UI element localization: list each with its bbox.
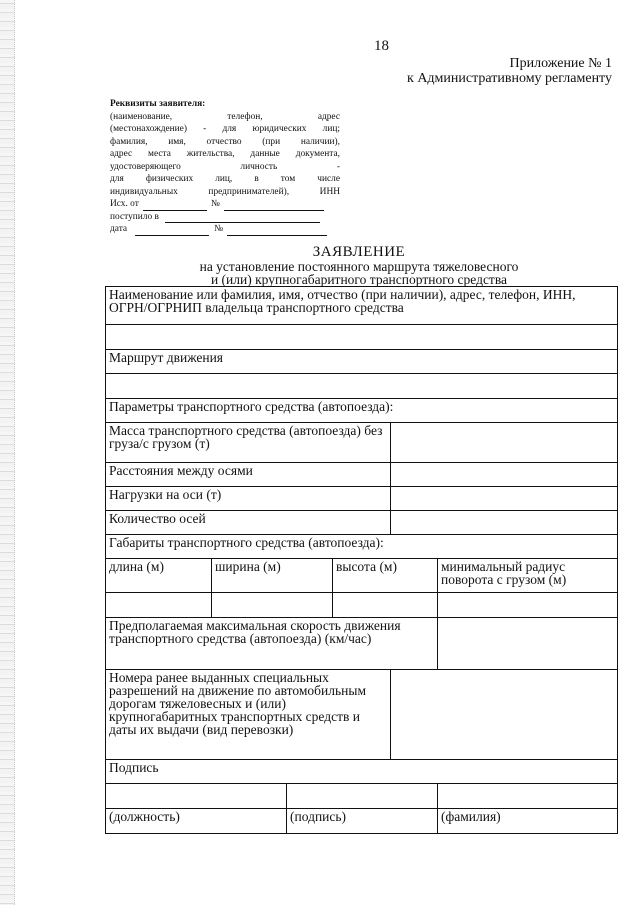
outgoing-date-field[interactable] xyxy=(143,200,207,211)
received-row xyxy=(110,211,340,224)
signature-label: Подпись xyxy=(106,760,618,784)
turn-radius-label: минимальный радиус поворота с грузом (м) xyxy=(438,559,618,593)
requisites-line: адрес места жительства, данные документа, xyxy=(110,149,340,159)
mass-input-cell[interactable] xyxy=(391,423,618,463)
document-heading xyxy=(110,244,608,286)
requisites-line: индивидуальных предпринимателей), ИНН xyxy=(110,186,340,197)
page-number: 18 xyxy=(374,38,389,54)
axle-count-input-cell[interactable] xyxy=(391,511,618,535)
form-row xyxy=(106,511,618,535)
form-row xyxy=(106,760,618,784)
date-label: дата xyxy=(110,224,128,234)
date-number-sign: № xyxy=(214,224,224,234)
document-subtitle-line-2: и (или) крупногабаритного транспортного средства xyxy=(210,272,508,287)
dimensions-label: Габариты транспортного средства (автопоезда): xyxy=(106,535,618,559)
route-label: Маршрут движения xyxy=(106,350,618,374)
surname-input-cell[interactable] xyxy=(438,784,618,809)
received-field[interactable] xyxy=(165,212,320,223)
route-input-cell[interactable] xyxy=(106,374,618,399)
date-field[interactable] xyxy=(135,225,209,236)
requisites-heading: Реквизиты заявителя: xyxy=(110,99,206,109)
form-row xyxy=(106,374,618,399)
form-row xyxy=(106,593,618,618)
applicant-requisites xyxy=(110,98,340,236)
received-label: поступило в xyxy=(110,211,159,222)
width-label: ширина (м) xyxy=(212,559,333,593)
max-speed-input-cell[interactable] xyxy=(438,618,618,670)
length-label: длина (м) xyxy=(106,559,212,593)
position-input-cell[interactable] xyxy=(106,784,287,809)
form-row xyxy=(106,809,618,834)
date-number-field[interactable] xyxy=(227,225,327,236)
vehicle-params-label: Параметры транспортного средства (автопоезда): xyxy=(106,399,618,423)
axle-distance-label: Расстояния между осями xyxy=(106,463,391,487)
prior-permits-label: Номера ранее выданных специальных разрешений на движение по автомобильным дорогам тяжеловесных и (или) крупногабаритных транспортных средств и даты их выдачи (вид перевозки) xyxy=(106,670,391,760)
position-caption: (должность) xyxy=(106,809,287,834)
axle-distance-input-cell[interactable] xyxy=(391,463,618,487)
form-row xyxy=(106,784,618,809)
requisites-line: удостоверяющего личность - xyxy=(110,161,340,172)
requisites-line: (местонахождение) - для юридических лиц; xyxy=(110,124,340,134)
form-row xyxy=(106,399,618,423)
form-row xyxy=(106,463,618,487)
owner-input-cell[interactable] xyxy=(106,325,618,350)
turn-radius-input-cell[interactable] xyxy=(438,593,618,618)
surname-caption: (фамилия) xyxy=(438,809,618,834)
scan-edge xyxy=(0,0,15,905)
axle-load-label: Нагрузки на оси (т) xyxy=(106,487,391,511)
form-row xyxy=(106,487,618,511)
sign-input-cell[interactable] xyxy=(287,784,438,809)
form-row xyxy=(106,350,618,374)
date-row xyxy=(110,223,340,236)
appendix-caption xyxy=(407,56,612,86)
outgoing-number-sign: № xyxy=(210,199,220,209)
requisites-line: (наименование, телефон, адрес xyxy=(110,111,340,122)
requisites-line: для физических лиц, в том числе xyxy=(110,174,340,184)
axle-count-label: Количество осей xyxy=(106,511,391,535)
form-row xyxy=(106,287,618,325)
mass-label: Масса транспортного средства (автопоезда) без груза/с грузом (т) xyxy=(106,423,391,463)
outgoing-number-field[interactable] xyxy=(224,200,324,211)
prior-permits-input-cell[interactable] xyxy=(391,670,618,760)
outgoing-row xyxy=(110,198,340,211)
document-subtitle-line-1: на установление постоянного маршрута тяжеловесного xyxy=(199,259,519,274)
height-input-cell[interactable] xyxy=(333,593,438,618)
form-row xyxy=(106,618,618,670)
height-label: высота (м) xyxy=(333,559,438,593)
length-input-cell[interactable] xyxy=(106,593,212,618)
application-form-table xyxy=(105,286,618,834)
appendix-line-2: к Административному регламенту xyxy=(407,71,612,86)
requisites-line: фамилия, имя, отчество (при наличии), xyxy=(110,136,340,147)
axle-load-input-cell[interactable] xyxy=(391,487,618,511)
form-row xyxy=(106,535,618,559)
max-speed-label: Предполагаемая максимальная скорость движения транспортного средства (автопоезда) (км/час) xyxy=(106,618,438,670)
owner-label: Наименование или фамилия, имя, отчество (при наличии), адрес, телефон, ИНН, ОГРН/ОГРНИП владельца транспортного средства xyxy=(106,287,618,325)
form-row xyxy=(106,423,618,463)
outgoing-label: Исх. от xyxy=(110,199,139,209)
appendix-line-1: Приложение № 1 xyxy=(509,56,612,71)
form-row xyxy=(106,670,618,760)
document-title: ЗАЯВЛЕНИЕ xyxy=(312,244,406,260)
sign-caption: (подпись) xyxy=(287,809,438,834)
width-input-cell[interactable] xyxy=(212,593,333,618)
form-row xyxy=(106,559,618,593)
form-row xyxy=(106,325,618,350)
